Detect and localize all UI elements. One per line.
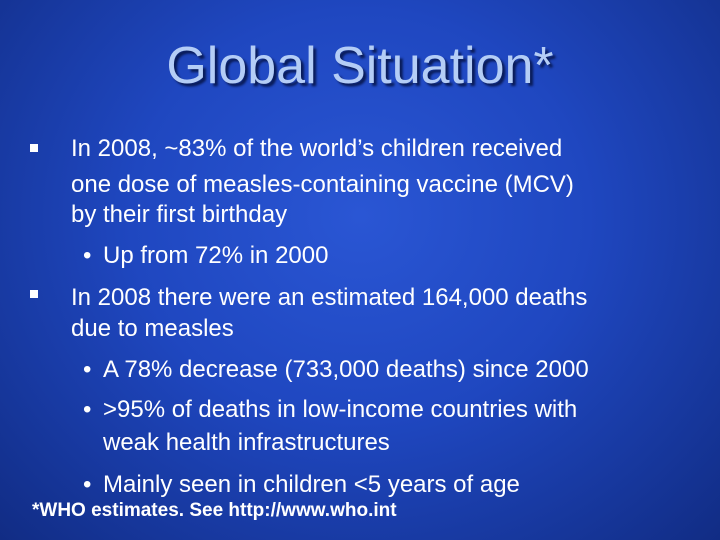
footnote: *WHO estimates. See http://www.who.int [32,500,397,521]
bullet-1-line-1: In 2008, ~83% of the world’s children received [71,135,563,162]
sub-bullet-2-2-line-2: weak health infrastructures [103,429,390,456]
bullet-2-line-2: due to measles [71,315,234,342]
sub-bullet-2-3-line-1: Mainly seen in children <5 years of age [103,471,520,498]
bullet-1-line-3: by their first birthday [71,201,288,228]
sub-bullet-dot-icon: • [83,396,92,423]
bullet-2-line-1: In 2008 there were an estimated 164,000 deaths [71,284,588,311]
square-bullet-icon [30,144,38,152]
sub-bullet-dot-icon: • [83,471,92,498]
sub-bullet-2-2-line-1: >95% of deaths in low-income countries with [103,396,578,423]
sub-bullet-1-1-line-1: Up from 72% in 2000 [103,242,329,269]
sub-bullet-dot-icon: • [83,356,92,383]
sub-bullet-2-1-line-1: A 78% decrease (733,000 deaths) since 2000 [103,356,589,383]
sub-bullet-dot-icon: • [83,242,92,269]
slide-title: Global Situation* [166,37,554,95]
bullet-1-line-2: one dose of measles-containing vaccine (MCV) [71,171,574,198]
square-bullet-icon [30,290,38,298]
